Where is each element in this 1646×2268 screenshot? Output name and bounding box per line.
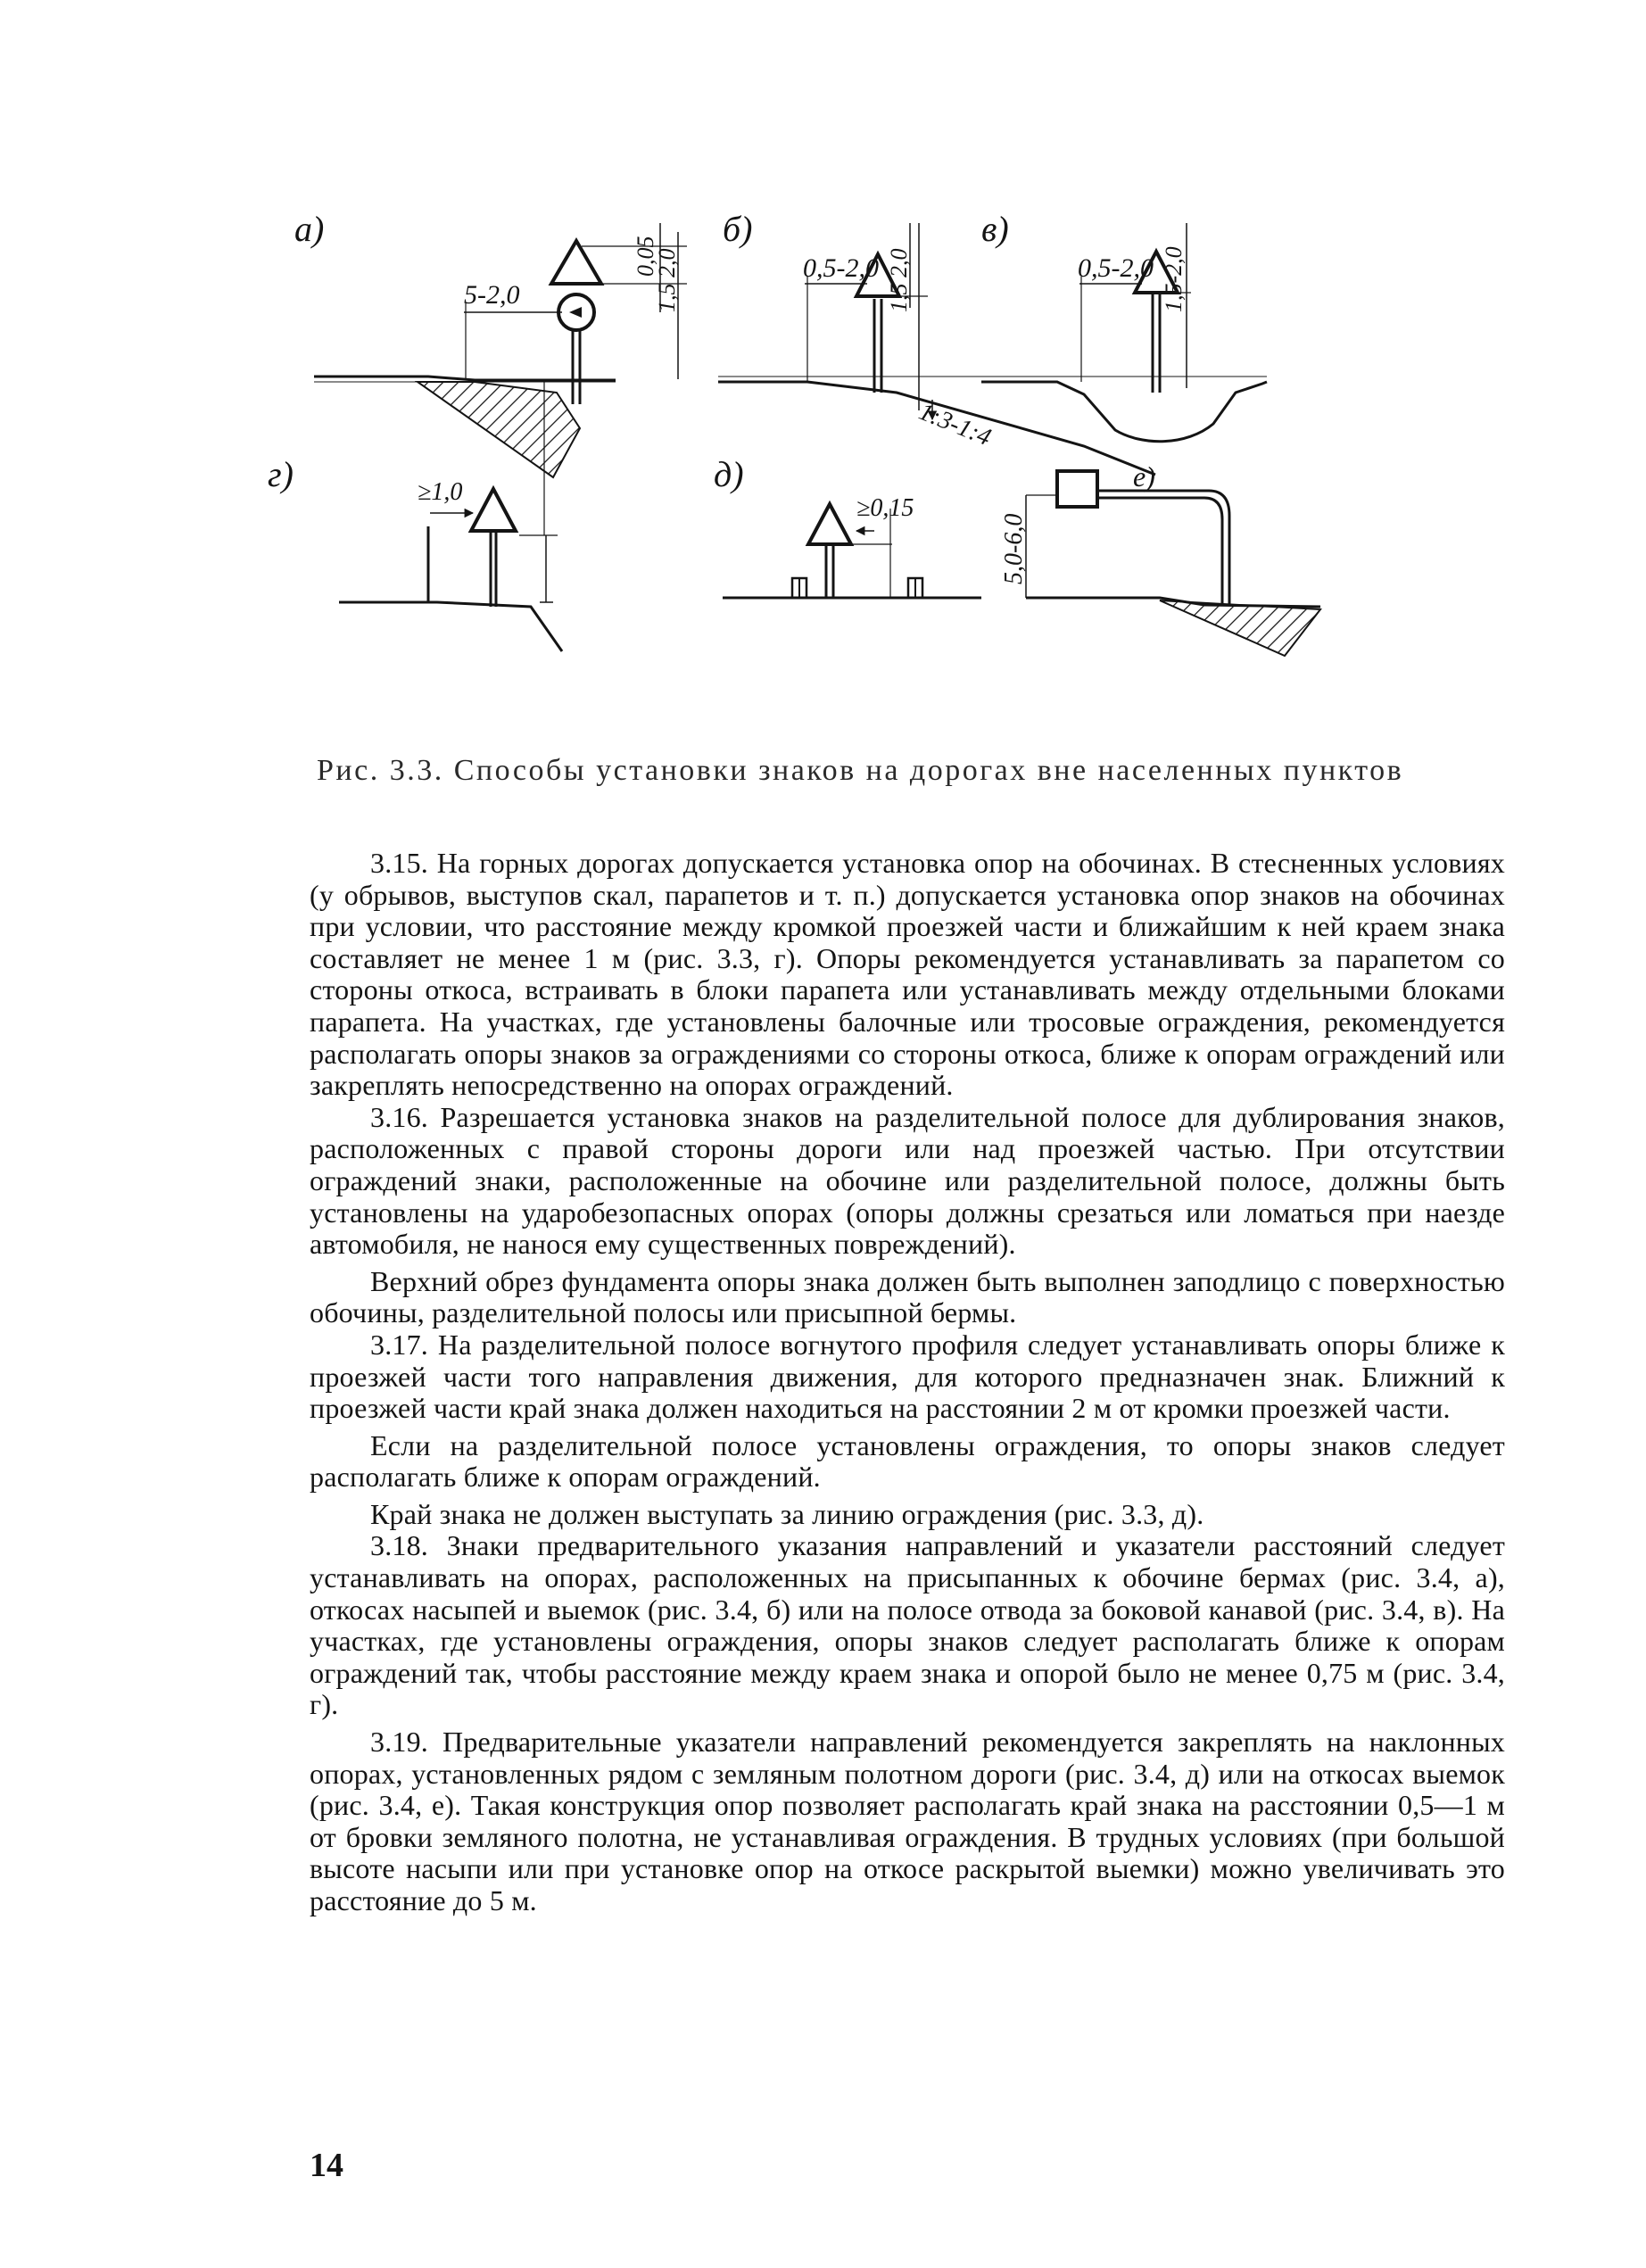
dim-b-slope: 1:3-1:4 [914,397,996,452]
dim-d-horizontal: ≥0,15 [856,494,914,522]
dim-g-horizontal: ≥1,0 [418,478,463,506]
dim-a-horizontal: 5-2,0 [464,280,520,310]
figure-caption: Рис. 3.3. Способы установки знаков на дорогах вне населенных пунктов [317,754,1404,787]
dim-b-horizontal: 0,5-2,0 [803,253,879,283]
panel-v [981,209,1267,442]
panel-label-b: б) [723,209,753,249]
dim-v-horizontal: 0,5-2,0 [1078,253,1154,283]
dim-v-vertical: 1,5-2,0 [1161,246,1187,312]
dim-b-vertical: 1,5 2,0 [886,248,912,312]
paragraph-3-18: 3.18. Знаки предварительного указания направлений и указатели расстояний следует устанавливать на опорах, расположенных на присыпанных к обочине бермах (рис. 3.4, а), откосах насыпей и выемок (рис. 3.4, б) или на полосе отвода за боковой канавой (рис. 3.4, в). На участках, где установлены ограждения, опоры знаков следует располагать ближе к опорам ограждений так, чтобы расстояние между краем знака и опорой было не менее 0,75 м (рис. 3.4, г). [310,1529,1505,1721]
text-body [310,848,1505,1917]
figure-3-3 [268,178,1526,732]
paragraph-sign-edge: Край знака не должен выступать за линию ограждения (рис. 3.3, д). [370,1497,1204,1530]
paragraph-3-17: 3.17. На разделительной полосе вогнутого профиля следует устанавливать опоры ближе к проезжей части того направления движения, для которого предназначен знак. Ближний к проезжей части край знака должен находиться на расстоянии 2 м от кромки проезжей части. [310,1328,1505,1425]
paragraph-foundation: Верхний обрез фундамента опоры знака должен быть выполнен заподлицо с поверхностью обочины, разделительной полосы или присыпной бермы. [310,1264,1505,1329]
panel-label-v: в) [981,209,1009,249]
dim-a-vertical: 1,5 2,0 [654,248,680,312]
panel-label-e: е) [1133,460,1155,493]
dim-e-vertical: 5,0-6,0 [1000,513,1028,584]
paragraph-3-15: 3.15. На горных дорогах допускается установка опор на обочинах. В стесненных условиях (у обрывов, выступов скал, парапетов и т. п.) допускается установка опор знаков на обочинах при условии, что расстояние между кромкой проезжей части и ближайшим к ней краем знака составляет не менее 1 м (рис. 3.3, г). Опоры рекомендуется устанавливать за парапетом со стороны откоса, встраивать в блоки парапета или устанавливать между отдельными блоками парапета. На участках, где установлены балочные или тросовые ограждения, рекомендуется располагать опоры знаков за ограждениями со стороны откоса, ближе к опорам ограждений или закреплять непосредственно на опорах ограждений. [310,847,1505,1102]
paragraph-3-16: 3.16. Разрешается установка знаков на разделительной полосе для дублирования знаков, расположенных с правой стороны дороги или над проезжей частью. При отсутствии ограждений знаки, расположенные на обочине или разделительной полосе, должны быть установлены на ударобезопасных опорах (опоры должны срезаться или ломаться при наезде автомобиля, не нанося ему существенных повреждений). [310,1100,1505,1261]
panel-label-g: г) [268,454,294,494]
figure-drawing [268,178,1526,732]
panel-d [714,454,981,598]
panel-e [1000,460,1320,656]
dim-a-vertical-small: 0,05 [633,236,658,277]
panel-b [718,209,1155,475]
panel-label-d: д) [714,454,744,494]
paragraph-barriers: Если на разделительной полосе установлены ограждения, то опоры знаков следует располагать ближе к опорам ограждений. [310,1428,1505,1494]
page-number: 14 [310,2147,343,2184]
paragraph-3-19: 3.19. Предварительные указатели направлений рекомендуется закреплять на наклонных опорах, установленных рядом с земляным полотном дороги (рис. 3.4, д) или на откосах выемок (рис. 3.4, е). Такая конструкция опор позволяет располагать край знака на расстоянии 0,5—1 м от бровки земляного полотна, не устанавливая ограждения. В трудных условиях (при большой высоте насыпи или при установке опор на откосе раскрытой выемки) можно увеличивать это расстояние до 5 м. [310,1726,1505,1916]
panel-a [294,209,687,535]
panel-g [268,454,562,651]
panel-label-a: а) [294,209,325,249]
